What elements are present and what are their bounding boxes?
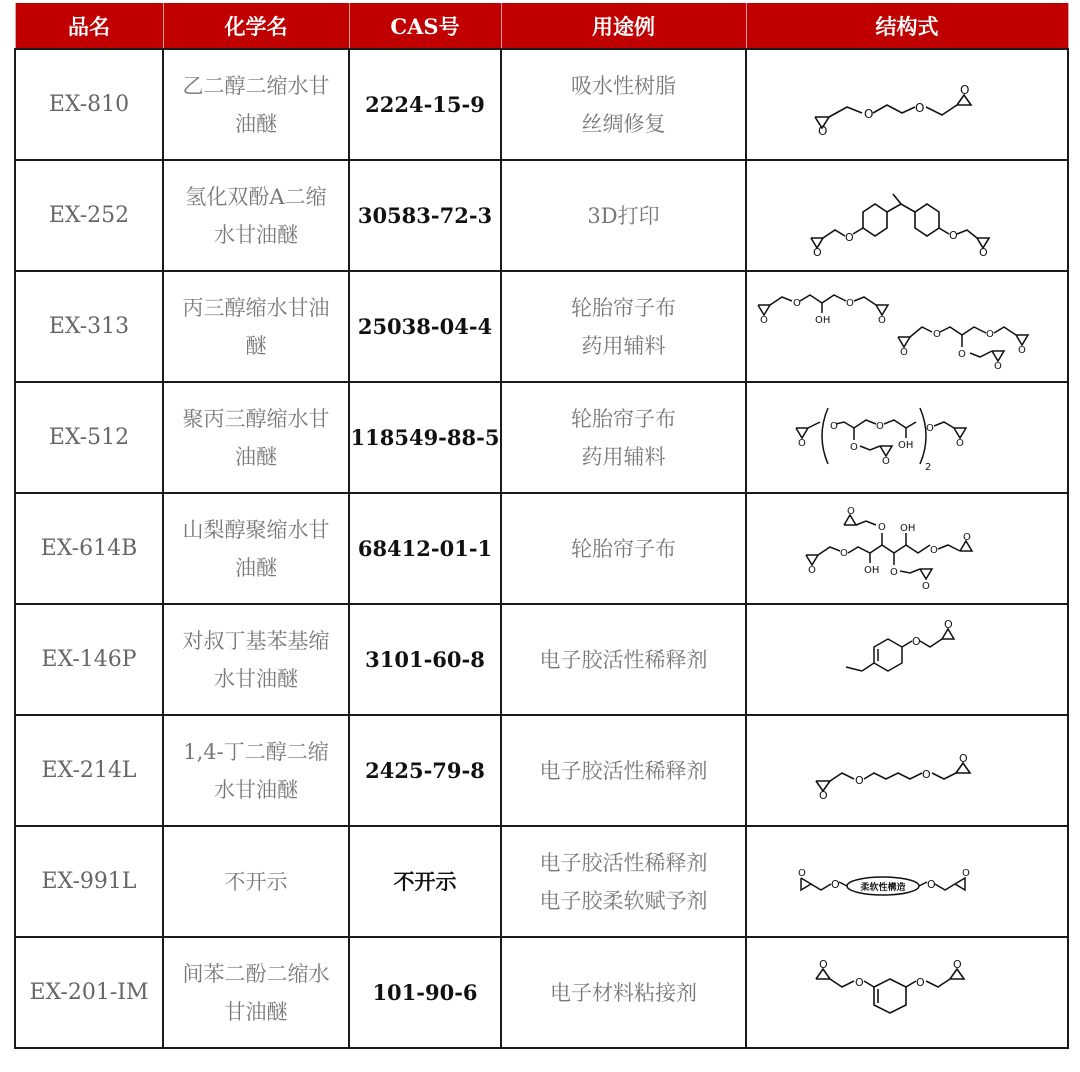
p-tert-butylphenyl-glycidyl-ether-structure-icon [832, 615, 982, 705]
table-header-row [15, 3, 1068, 49]
svg-text:OH: OH [898, 439, 914, 451]
svg-text:O: O [808, 564, 816, 576]
svg-text:O: O [864, 106, 874, 121]
use-line: 电子胶活性稀释剂 [539, 647, 708, 672]
svg-text:O: O [900, 346, 908, 358]
svg-text:O: O [882, 455, 890, 467]
svg-text:O: O [915, 100, 925, 115]
header-structure: 结构式 [746, 3, 1068, 49]
product-table [14, 3, 1069, 1049]
svg-text:O: O [930, 544, 938, 556]
svg-text:O: O [855, 975, 864, 989]
use-line: 电子胶活性稀释剂 [539, 758, 708, 783]
chemical-name-line: 丙三醇缩水甘油 [182, 295, 330, 320]
svg-text:O: O [958, 348, 966, 360]
chemical-name-line: 氢化双酚A二缩 [185, 184, 327, 209]
svg-text:O: O [855, 773, 864, 787]
cas-number: 68412-01-1 [349, 493, 501, 604]
use-line: 吸水性树脂 [571, 73, 676, 98]
cas-number: 3101-60-8 [349, 604, 501, 715]
structure-cell [746, 937, 1068, 1048]
svg-text:O: O [986, 328, 994, 340]
header-uses: 用途例 [501, 3, 746, 49]
svg-text:O: O [953, 957, 962, 971]
chemical-name-line: 1,4-丁二醇二缩 [183, 739, 329, 764]
table-row [15, 937, 1068, 1048]
svg-text:O: O [831, 877, 840, 891]
chemical-name-line: 间苯二酚二缩水 [182, 961, 330, 986]
table-row [15, 160, 1068, 271]
structure-cell [746, 49, 1068, 160]
chemical-name-line: 甘油醚 [224, 999, 288, 1024]
chemical-name [163, 49, 349, 160]
svg-text:O: O [916, 975, 925, 989]
use-line: 电子胶活性稀释剂 [539, 850, 708, 875]
svg-text:O: O [890, 566, 898, 578]
svg-text:2: 2 [925, 461, 932, 473]
svg-text:O: O [944, 617, 953, 631]
svg-text:O: O [922, 767, 931, 781]
svg-text:O: O [926, 422, 934, 434]
svg-text:O: O [819, 788, 828, 801]
chemical-name-line: 不开示 [224, 869, 288, 894]
butanediol-diglycidyl-ether-structure-icon [812, 741, 1002, 801]
chemical-name [163, 382, 349, 493]
svg-text:O: O [846, 297, 854, 309]
svg-text:O: O [798, 437, 806, 449]
chemical-name-line: 油醚 [235, 555, 277, 580]
svg-text:O: O [876, 420, 884, 432]
uses [501, 715, 746, 826]
structure-cell [746, 160, 1068, 271]
uses [501, 604, 746, 715]
use-line: 3D打印 [587, 203, 660, 228]
use-line: 电子胶柔软赋予剂 [539, 888, 708, 913]
header-product-name: 品名 [15, 3, 163, 49]
svg-text:O: O [818, 123, 828, 135]
svg-text:O: O [850, 441, 858, 453]
svg-text:O: O [878, 521, 886, 533]
svg-text:O: O [760, 314, 768, 326]
structure-cell [746, 826, 1068, 937]
svg-text:O: O [933, 328, 941, 340]
table-row [15, 604, 1068, 715]
uses [501, 826, 746, 937]
svg-text:O: O [959, 751, 968, 765]
svg-text:O: O [1018, 344, 1026, 356]
svg-text:O: O [845, 230, 854, 244]
chemical-name [163, 715, 349, 826]
uses [501, 160, 746, 271]
svg-text:O: O [847, 505, 855, 517]
uses [501, 937, 746, 1048]
chemical-name-line: 山梨醇聚缩水甘 [182, 517, 330, 542]
cas-number: 118549-88-5 [349, 382, 501, 493]
svg-text:柔软性構造: 柔软性構造 [860, 882, 906, 893]
product-name: EX-313 [15, 271, 163, 382]
use-line: 电子材料粘接剂 [550, 980, 697, 1005]
header-cas-number: CAS号 [349, 3, 501, 49]
svg-text:O: O [979, 245, 988, 256]
cas-number: 25038-04-4 [349, 271, 501, 382]
svg-text:O: O [949, 228, 958, 242]
svg-text:O: O [963, 531, 971, 543]
use-line: 轮胎帘子布 [571, 536, 676, 561]
svg-text:O: O [956, 437, 964, 449]
structure-cell [746, 493, 1068, 604]
cas-number: 2425-79-8 [349, 715, 501, 826]
chemical-name-line: 水甘油醚 [214, 666, 298, 691]
table-row [15, 49, 1068, 160]
structure-cell [746, 604, 1068, 715]
product-name: EX-512 [15, 382, 163, 493]
product-name: EX-146P [15, 604, 163, 715]
use-line: 药用辅料 [581, 333, 666, 358]
svg-text:O: O [813, 245, 822, 256]
product-name: EX-991L [15, 826, 163, 937]
flexible-structure-diglycidyl-ether-icon [797, 862, 1017, 902]
glycerol-glycidyl-ether-structure-icon [752, 277, 1062, 377]
table-row [15, 382, 1068, 493]
table-row [15, 826, 1068, 937]
table-row [15, 715, 1068, 826]
chemical-name-line: 油醚 [235, 444, 277, 469]
chemical-name [163, 160, 349, 271]
product-name: EX-252 [15, 160, 163, 271]
chemical-name-line: 聚丙三醇缩水甘 [182, 406, 330, 431]
use-line: 丝绸修复 [581, 111, 666, 136]
uses [501, 382, 746, 493]
svg-text:OH: OH [864, 564, 880, 576]
chemical-name [163, 493, 349, 604]
chemical-name [163, 826, 349, 937]
ethylene-glycol-diglycidyl-ether-structure-icon [807, 75, 1007, 135]
use-line: 轮胎帘子布 [571, 406, 676, 431]
svg-text:O: O [798, 867, 806, 879]
use-line: 药用辅料 [581, 444, 666, 469]
svg-text:O: O [962, 867, 970, 879]
chemical-name [163, 604, 349, 715]
cas-number: 30583-72-3 [349, 160, 501, 271]
polyglycerol-glycidyl-ether-structure-icon [792, 398, 1022, 478]
uses [501, 271, 746, 382]
svg-text:O: O [960, 82, 970, 97]
svg-text:O: O [912, 634, 921, 648]
uses [501, 49, 746, 160]
product-name: EX-201-IM [15, 937, 163, 1048]
structure-cell [746, 715, 1068, 826]
cas-number: 2224-15-9 [349, 49, 501, 160]
cas-number: 101-90-6 [349, 937, 501, 1048]
svg-text:O: O [840, 547, 848, 559]
chemical-name-line: 对叔丁基苯基缩 [182, 628, 330, 653]
svg-text:O: O [878, 314, 886, 326]
svg-text:OH: OH [815, 314, 831, 326]
chemical-name-line: 水甘油醚 [214, 222, 298, 247]
resorcinol-diglycidyl-ether-structure-icon [812, 953, 1002, 1033]
structure-cell [746, 271, 1068, 382]
product-name: EX-614B [15, 493, 163, 604]
cas-number: 不开示 [349, 826, 501, 937]
chemical-name-line: 水甘油醚 [214, 777, 298, 802]
table-row [15, 271, 1068, 382]
sorbitol-polyglycidyl-ether-structure-icon [802, 499, 1012, 599]
uses [501, 493, 746, 604]
chemical-name-line: 醚 [245, 333, 267, 358]
chemical-name [163, 937, 349, 1048]
svg-text:O: O [922, 580, 930, 592]
chemical-name-line: 油醚 [235, 111, 277, 136]
svg-text:O: O [830, 420, 838, 432]
svg-text:O: O [927, 877, 936, 891]
hydrogenated-bisphenol-a-diglycidyl-ether-structure-icon [807, 176, 1007, 256]
svg-text:OH: OH [900, 522, 916, 534]
product-name: EX-214L [15, 715, 163, 826]
svg-text:O: O [994, 360, 1002, 372]
header-chemical-name: 化学名 [163, 3, 349, 49]
svg-text:O: O [819, 957, 828, 971]
chemical-name [163, 271, 349, 382]
use-line: 轮胎帘子布 [571, 295, 676, 320]
product-name: EX-810 [15, 49, 163, 160]
table-row [15, 493, 1068, 604]
chemical-name-line: 乙二醇二缩水甘 [182, 73, 330, 98]
structure-cell [746, 382, 1068, 493]
svg-text:O: O [793, 297, 801, 309]
